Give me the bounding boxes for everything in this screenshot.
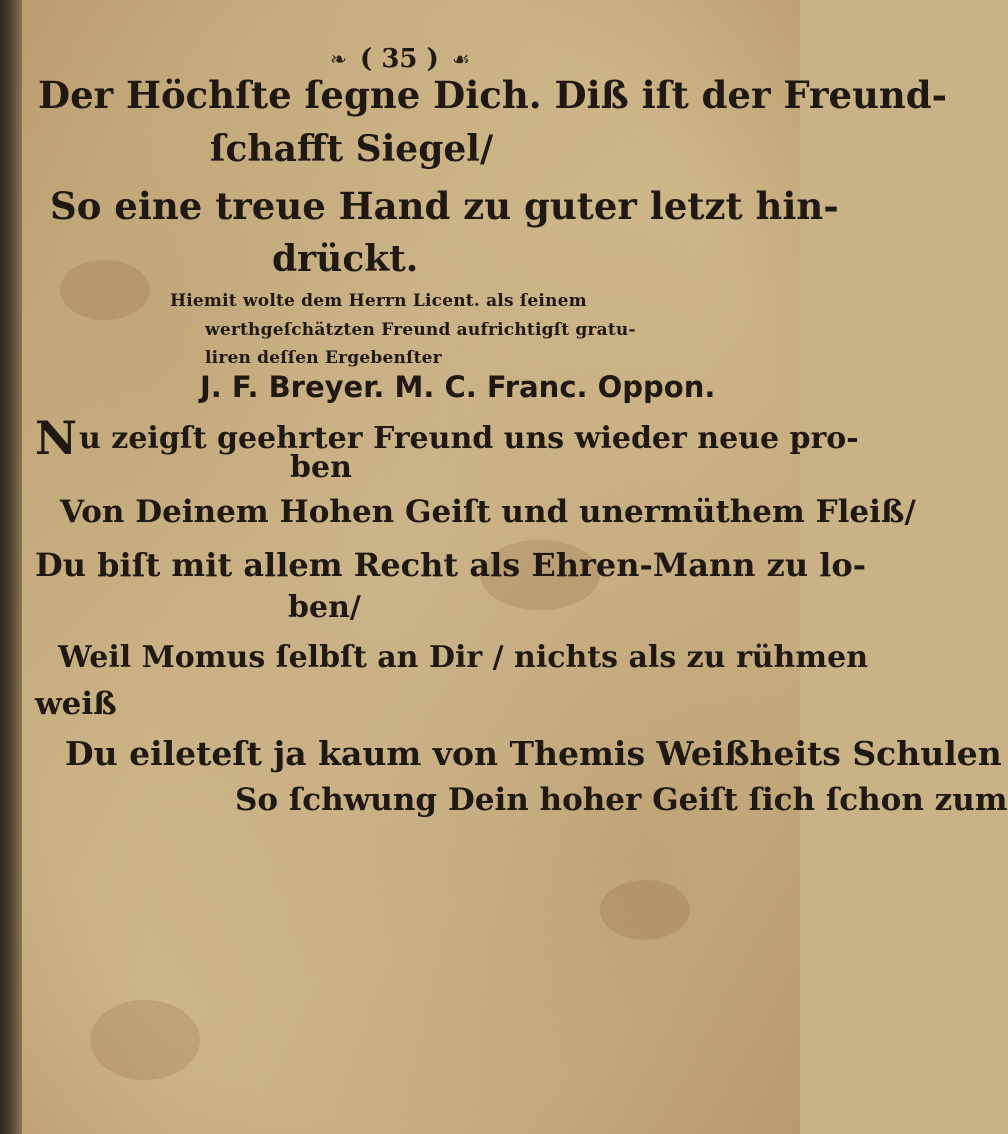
- page-header: [0, 44, 800, 74]
- left-ornament-icon: ❧: [330, 47, 347, 71]
- poem-line-7: weiß: [35, 686, 117, 722]
- page-number: ( 35 ): [359, 44, 439, 74]
- poem-line-8: Du eileteſt ja kaum von Themis Weißheits Schulen: [65, 734, 1002, 773]
- epigram-line-2: ſchafft Siegel/: [210, 128, 494, 170]
- epigram-line-1: Der Höchſte ſegne Dich. Diß iſt der Freund-: [38, 73, 948, 117]
- dedication1-line-3: liren deſſen Ergebenſter: [205, 348, 442, 368]
- dedication1-line-1: Hiemit wolte dem Herrn Licent. als ſeinem: [170, 291, 587, 311]
- binding-gutter: [0, 0, 22, 1134]
- epigram-line-3: So eine treue Hand zu guter letzt hin-: [50, 184, 839, 228]
- right-ornament-icon: ☙: [451, 47, 470, 71]
- epigram-line-4: drückt.: [272, 238, 419, 280]
- poem-line-1: [35, 411, 859, 465]
- dedication1-line-2: werthgeſchätzten Freund aufrichtigſt gratu-: [205, 320, 636, 340]
- poem-line-2: ben: [290, 450, 352, 485]
- poem-line-1-text: u zeigſt geehrter Freund uns wieder neue pro-: [79, 421, 859, 456]
- poem-line-9: So ſchwung Dein hoher Geiſt ſich ſchon zum: [235, 782, 1008, 818]
- poem-line-5: ben/: [288, 590, 361, 625]
- dedication1-signature: J. F. Breyer. M. C. Franc. Oppon.: [200, 370, 716, 404]
- poem-line-6: Weil Momus ſelbſt an Dir / nichts als zu rühmen: [58, 640, 869, 675]
- drop-cap: N: [35, 411, 78, 465]
- poem-line-4: Du biſt mit allem Recht als Ehren-Mann zu lo-: [35, 546, 866, 584]
- poem-line-3: Von Deinem Hohen Geiſt und unermüthem Fleiß/: [60, 494, 916, 530]
